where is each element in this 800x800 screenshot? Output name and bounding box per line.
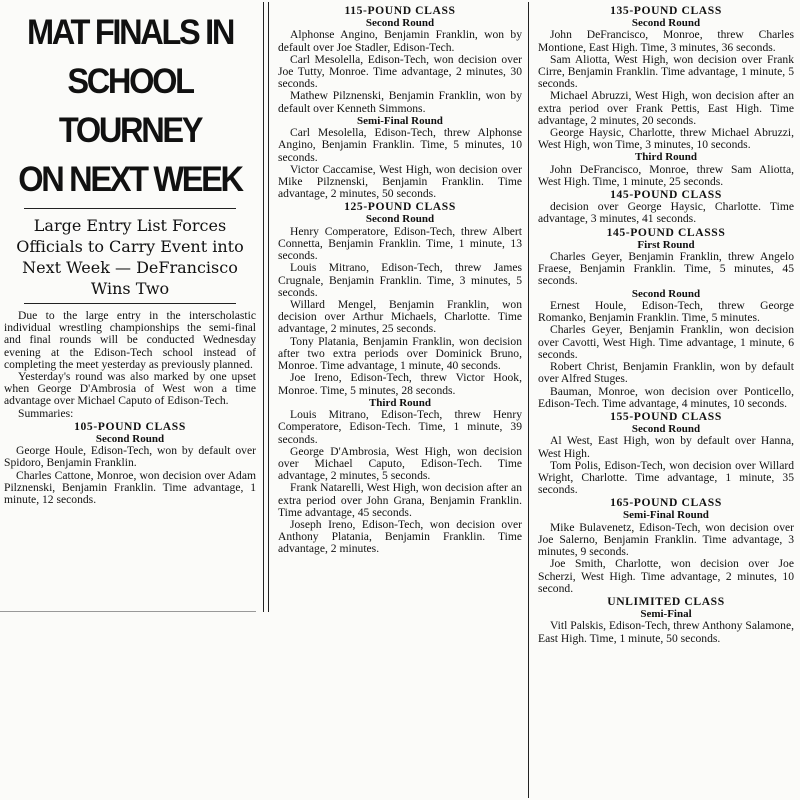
column-rule-right: [528, 2, 529, 798]
match-result: Joe Smith, Charlotte, won decision over Joe Scherzi, West High. Time advantage, 2 minutes, 10 second.: [538, 557, 794, 595]
match-result: John DeFrancisco, Monroe, threw Sam Aliotta, West High. Time, 1 minute, 25 seconds.: [538, 162, 794, 189]
column-3: [538, 4, 794, 645]
weight-class-heading: 125-POUND CLASS: [344, 200, 456, 214]
match-result: Robert Christ, Benjamin Franklin, won by default over Alfred Stuges.: [538, 360, 794, 386]
article-paragraph: Due to the large entry in the interscholastic individual wrestling championships the semi-final and final rounds will be conducted Wednesday evening at the Edison-Tech school instead of completing the meet yesterday as previously planned.: [4, 309, 256, 371]
match-result: Henry Comperatore, Edison-Tech, threw Albert Connetta, Benjamin Franklin. Time, 1 minute, 13 seconds.: [278, 224, 522, 263]
column-rule-left-double: [268, 2, 269, 612]
round-heading: Semi-Final Round: [357, 114, 443, 127]
match-result: Michael Abruzzi, West High, won decision after an extra period over Frank Pettis, East High. Time advantage, 2 minutes, 20 seconds.: [538, 89, 794, 127]
round-heading: Second Round: [631, 17, 701, 29]
match-result: Charles Geyer, Benjamin Franklin, won decision over Cavotti, West High. Time advantage, 1 minute, 6 seconds.: [538, 323, 794, 361]
round-heading: Second Round: [631, 422, 701, 435]
match-result: George Haysic, Charlotte, threw Michael Abruzzi, West High, won Time, 3 minutes, 10 seconds.: [538, 126, 794, 152]
match-result: Tony Platania, Benjamin Franklin, won decision after two extra periods over Dominick Bruno, Monroe. Time advantage, 1 minute, 40 seconds.: [278, 334, 522, 373]
subheadline: Large Entry List Forces Officials to Carry Event into Next Week — DeFrancisco Wins Two: [16, 216, 244, 298]
round-heading: First Round: [637, 238, 695, 251]
match-result: Alphonse Angino, Benjamin Franklin, won by default over Joe Stadler, Edison-Tech.: [278, 28, 522, 54]
round-heading: Semi-Final Round: [623, 509, 709, 522]
weight-class-heading: 135-POUND CLASS: [610, 4, 722, 17]
match-result: Sam Aliotta, West High, won decision over Frank Cirre, Benjamin Franklin. Time advantage, 1 minute, 5 seconds.: [538, 52, 794, 91]
round-heading: Second Round: [365, 213, 435, 226]
weight-class-heading: 165-POUND CLASS: [610, 496, 722, 510]
match-result: Carl Mesolella, Edison-Tech, won decision over Joe Tutty, Monroe. Time advantage, 2 minutes, 30 seconds.: [278, 52, 522, 91]
column-2: [278, 4, 522, 556]
match-result: Charles Cattone, Monroe, won decision over Adam Pilznenski, Benjamin Franklin. Time advantage, 1 minute, 12 seconds.: [4, 468, 256, 507]
match-result: Vitl Palskis, Edison-Tech, threw Anthony Salamone, East High. Time, 1 minute, 50 seconds.: [538, 619, 794, 645]
weight-class-heading: 145-POUND CLASSS: [606, 225, 726, 239]
round-heading: Third Round: [634, 151, 698, 164]
weight-class-heading: 155-POUND CLASS: [610, 409, 722, 423]
results-column-3: [538, 4, 794, 645]
round-heading: Second Round: [95, 432, 165, 445]
match-result: Mike Bulavenetz, Edison-Tech, won decision over Joe Salerno, Benjamin Franklin. Time advantage, 3 minutes, 9 seconds.: [538, 520, 794, 559]
weight-class-heading: 105-POUND CLASS: [74, 419, 186, 433]
results-column-1: [4, 420, 256, 506]
match-result: John DeFrancisco, Monroe, threw Charles Montione, East High. Time, 3 minutes, 36 seconds.: [538, 28, 794, 54]
match-result: Louis Mitrano, Edison-Tech, threw Henry Comperatore, Edison-Tech. Time, 1 minute, 39 seconds.: [278, 408, 522, 446]
match-result: Tom Polis, Edison-Tech, won decision over Willard Wright, Charlotte. Time advantage, 1 minute, 35 seconds.: [538, 458, 794, 497]
match-result: Bauman, Monroe, won decision over Ponticello, Edison-Tech. Time advantage, 4 minutes, 10 seconds.: [538, 384, 794, 410]
article-paragraph: Yesterday's round was also marked by one upset when George D'Ambrosia of West won a time advantage over Michael Caputo of Edison-Tech.: [4, 370, 256, 408]
match-result: Al West, East High, won by default over Hanna, West High.: [538, 434, 794, 460]
match-result: George D'Ambrosia, West High, won decision over Michael Caputo, Edison-Tech. Time advantage, 2 minutes, 5 seconds.: [278, 444, 522, 483]
weight-class-heading: 145-POUND CLASS: [610, 188, 722, 202]
column-rule-left: [263, 2, 264, 612]
deck-divider: [24, 303, 236, 304]
headline-divider: [24, 208, 236, 209]
match-result: Ernest Houle, Edison-Tech, threw George Romanko, Benjamin Franklin. Time, 5 minutes.: [538, 299, 794, 325]
headline-line: SCHOOL TOURNEY: [58, 62, 202, 150]
round-heading: Second Round: [365, 17, 435, 29]
headline: [4, 8, 256, 204]
article-body: [4, 310, 256, 506]
match-result: Frank Natarelli, West High, won decision after an extra period over John Grana, Benjamin Franklin. Time advantage, 45 seconds.: [278, 481, 522, 519]
column-1: [4, 4, 256, 506]
match-result: Charles Geyer, Benjamin Franklin, threw Angelo Fraese, Benjamin Franklin. Time, 5 minutes, 45 seconds.: [538, 250, 794, 288]
match-result: Joe Ireno, Edison-Tech, threw Victor Hook, Monroe. Time, 5 minutes, 28 seconds.: [278, 371, 522, 397]
match-result: Carl Mesolella, Edison-Tech, threw Alphonse Angino, Benjamin Franklin. Time, 5 minutes, 10 seconds.: [278, 126, 522, 164]
headline-line: ON NEXT WEEK: [18, 160, 242, 199]
results-column-2: [278, 4, 522, 556]
weight-class-heading: 115-POUND CLASS: [344, 4, 456, 17]
match-result: Joseph Ireno, Edison-Tech, won decision over Anthony Platania, Benjamin Franklin. Time advantage, 2 minutes.: [278, 517, 522, 556]
headline-line: MAT FINALS IN: [26, 13, 234, 52]
round-heading: Third Round: [368, 396, 432, 409]
match-result: Louis Mitrano, Edison-Tech, threw James Crugnale, Benjamin Franklin. Time, 3 minutes, 5 seconds.: [278, 261, 522, 299]
match-result: decision over George Haysic, Charlotte. Time advantage, 3 minutes, 41 seconds.: [538, 200, 794, 226]
weight-class-heading: UNLIMITED CLASS: [607, 594, 725, 608]
match-result: Willard Mengel, Benjamin Franklin, won decision over Arthur Michaels, Charlotte. Time advantage, 2 minutes, 25 seconds.: [278, 298, 522, 336]
column-bottom-rule: [0, 611, 256, 612]
match-result: Victor Caccamise, West High, won decision over Mike Pilznenski, Benjamin Franklin. Time advantage, 2 minutes, 50 seconds.: [278, 162, 522, 201]
summaries-label: Summaries:: [18, 406, 74, 420]
match-result: George Houle, Edison-Tech, won by default over Spidoro, Benjamin Franklin.: [4, 444, 256, 470]
round-heading: Semi-Final: [640, 607, 692, 620]
match-result: Mathew Pilznenski, Benjamin Franklin, won by default over Kenneth Simmons.: [278, 89, 522, 115]
round-heading: Second Round: [631, 287, 701, 300]
